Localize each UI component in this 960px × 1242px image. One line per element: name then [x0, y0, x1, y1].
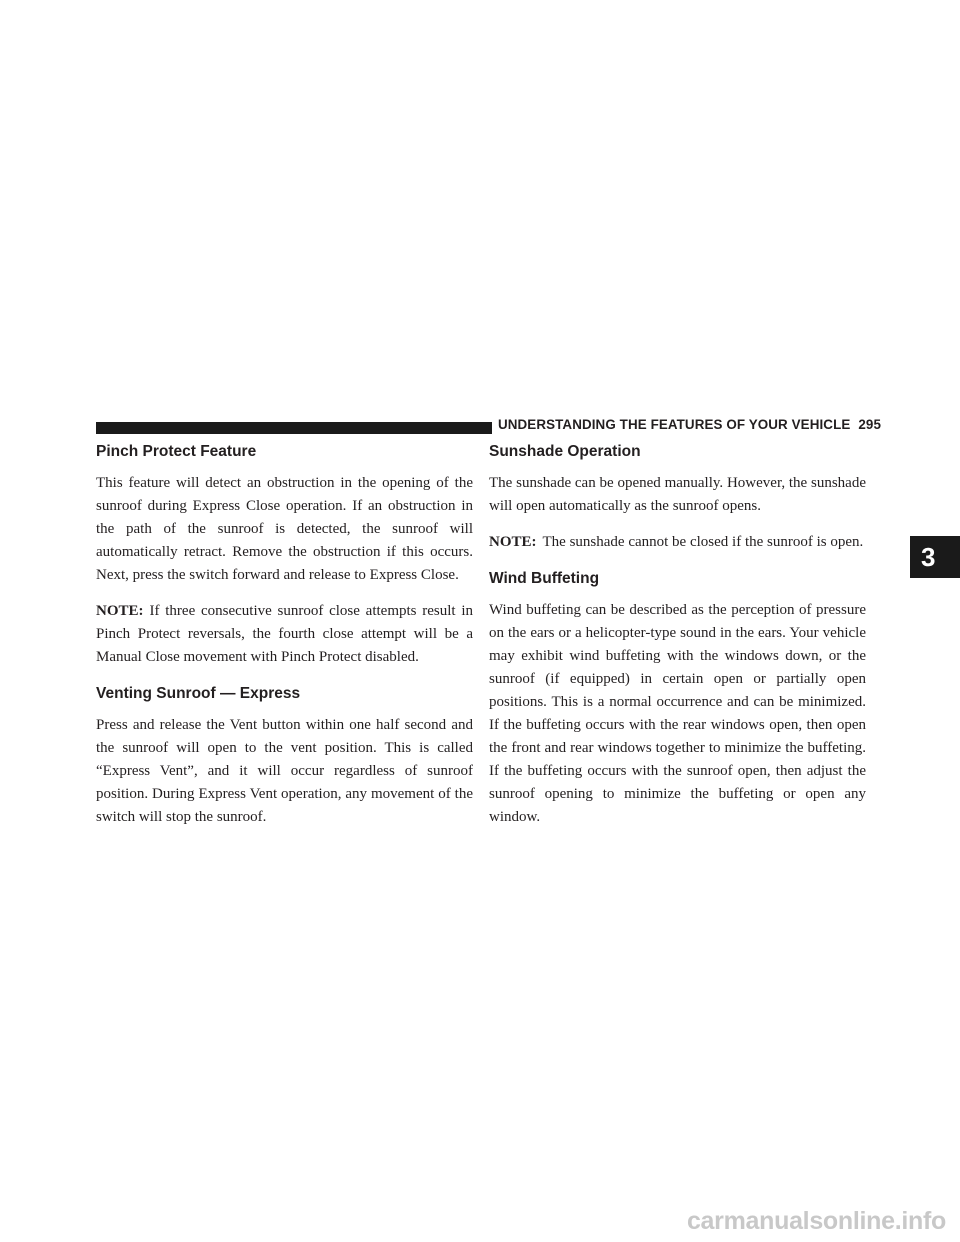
sunshade-body: The sunshade can be opened manually. However, the sunshade will open automatically as the sunroof opens. — [489, 475, 866, 514]
header-rule-bar — [96, 422, 492, 434]
pinch-protect-note — [96, 600, 473, 669]
wind-buffeting-body: Wind buffeting can be described as the perception of pressure on the ears or a helicopter-type sound in the ears. Your vehicle may exhibit wind buffeting with the windows down, or the sunroof (if equipped) in certain open or partially open positions. This is a normal occurrence and can be minimized. If the buffeting occurs with the rear windows open, then open the front and rear windows together to minimize the buffeting. If the buffeting occurs with the sunroof open, then adjust the sunroof opening to minimize the buffeting or open any window. — [489, 602, 866, 825]
pinch-protect-heading: Pinch Protect Feature — [96, 443, 257, 460]
note-label: NOTE: — [489, 534, 537, 550]
note-text: The sunshade cannot be closed if the sunroof is open. — [542, 534, 864, 550]
right-column — [489, 440, 866, 842]
sunshade-note — [489, 531, 866, 554]
wind-buffeting-heading: Wind Buffeting — [489, 570, 600, 587]
chapter-tab: 3 — [910, 536, 960, 578]
note-label: NOTE: — [96, 603, 144, 619]
sunshade-heading: Sunshade Operation — [489, 443, 641, 460]
note-text: If three consecutive sunroof close attempts result in Pinch Protect reversals, the fourth close attempt will be a Manual Close movement with Pinch Protect disabled. — [96, 603, 473, 665]
pinch-protect-body: This feature will detect an obstruction in the opening of the sunroof during Express Close operation. If an obstruction in the path of the sunroof is detected, the sunroof will automatically retract. Remove the obstruction if this occurs. Next, press the switch forward and release to Express Close. — [96, 475, 473, 583]
section-title: UNDERSTANDING THE FEATURES OF YOUR VEHICLE — [498, 417, 851, 432]
left-column — [96, 440, 473, 842]
page-number: 295 — [858, 417, 882, 432]
venting-sunroof-body: Press and release the Vent button within one half second and the sunroof will open to the vent position. This is called “Express Vent”, and it will occur regardless of sunroof position. During Express Vent operation, any movement of the switch will stop the sunroof. — [96, 717, 473, 825]
venting-sunroof-heading: Venting Sunroof — Express — [96, 685, 301, 702]
running-header — [498, 417, 882, 432]
watermark: carmanualsonline.info — [686, 1207, 946, 1235]
